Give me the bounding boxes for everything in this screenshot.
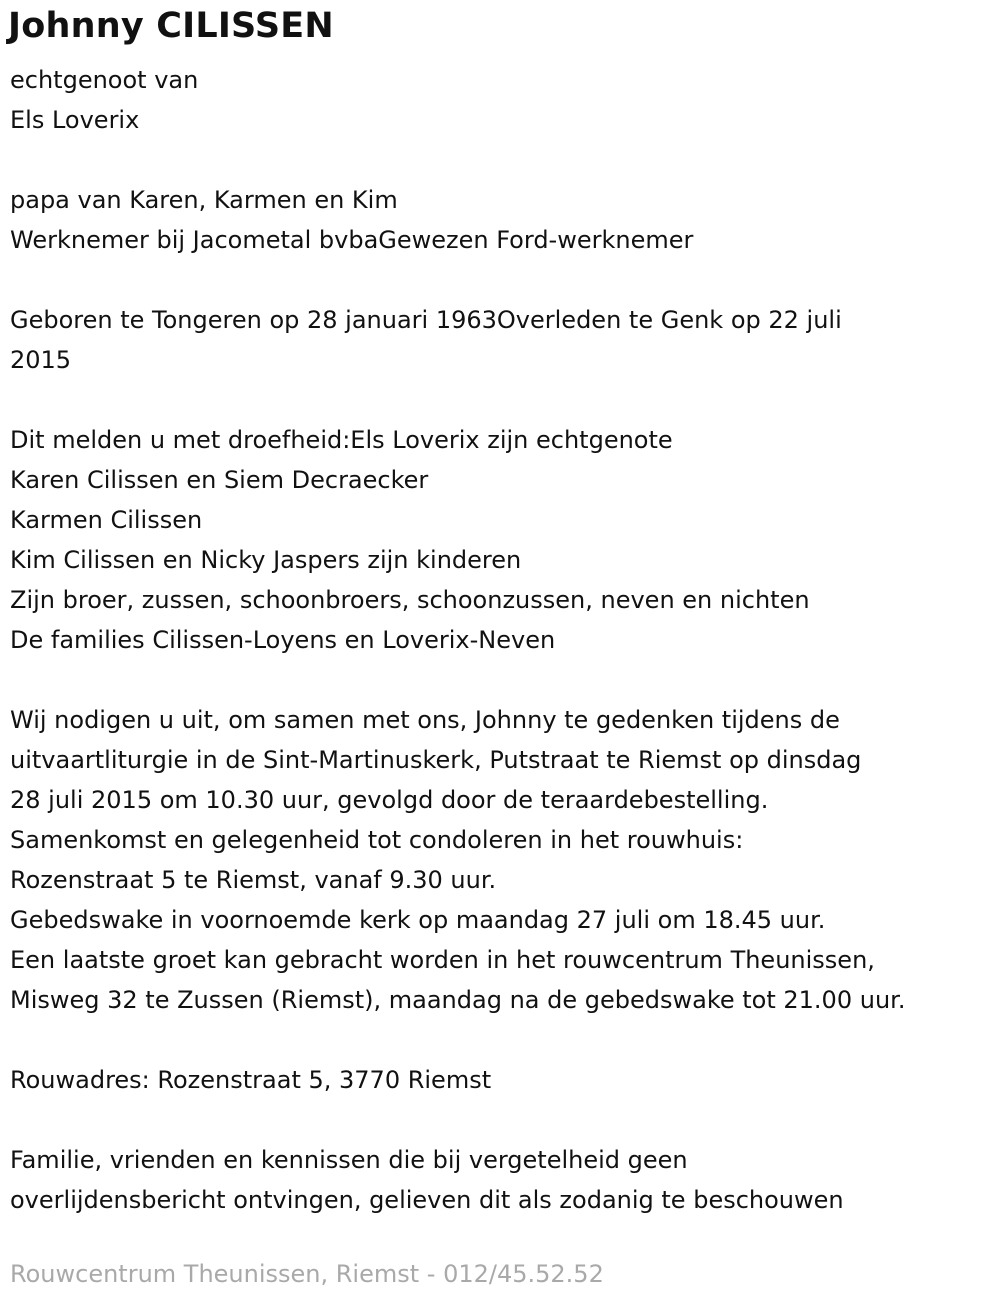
mourning-address: Rouwadres: Rozenstraat 5, 3770 Riemst xyxy=(10,1066,492,1094)
ceremony-line: uitvaartliturgie in de Sint-Martinuskerk, Putstraat te Riemst op dinsdag xyxy=(10,746,862,774)
work-line: Werknemer bij Jacometal bvbaGewezen Ford-werknemer xyxy=(10,226,694,254)
children-line: papa van Karen, Karmen en Kim xyxy=(10,186,398,214)
born-died-line: Geboren te Tongeren op 28 januari 1963Overleden te Genk op 22 juli xyxy=(10,306,842,334)
ceremony-line: Gebedswake in voornoemde kerk op maandag 27 juli om 18.45 uur. xyxy=(10,906,826,934)
mourner-line: Kim Cilissen en Nicky Jaspers zijn kinderen xyxy=(10,546,522,574)
spouse-label: echtgenoot van xyxy=(10,66,199,94)
obituary-notice xyxy=(10,0,995,1220)
ceremony-line: Misweg 32 te Zussen (Riemst), maandag na de gebedswake tot 21.00 uur. xyxy=(10,986,906,1014)
spouse-name: Els Loverix xyxy=(10,106,140,134)
closing-line: Familie, vrienden en kennissen die bij vergetelheid geen xyxy=(10,1146,688,1174)
deceased-name: Johnny CILISSEN xyxy=(8,6,334,46)
ceremony-details xyxy=(10,700,995,1020)
mourners-list xyxy=(10,420,995,660)
mourner-line: Dit melden u met droefheid:Els Loverix zijn echtgenote xyxy=(10,426,673,454)
born-died-line-continued: 2015 xyxy=(10,346,72,374)
ceremony-line: Wij nodigen u uit, om samen met ons, Johnny te gedenken tijdens de xyxy=(10,706,840,734)
mourner-line: Karmen Cilissen xyxy=(10,506,203,534)
paragraph-spacer xyxy=(10,1100,995,1140)
ceremony-line: 28 juli 2015 om 10.30 uur, gevolgd door de teraardebestelling. xyxy=(10,786,769,814)
paragraph-spacer xyxy=(10,140,995,180)
ceremony-line: Rozenstraat 5 te Riemst, vanaf 9.30 uur. xyxy=(10,866,497,894)
mourner-line: Karen Cilissen en Siem Decraecker xyxy=(10,466,429,494)
paragraph-spacer xyxy=(10,1020,995,1060)
ceremony-line: Samenkomst en gelegenheid tot condoleren in het rouwhuis: xyxy=(10,826,744,854)
paragraph-spacer xyxy=(10,380,995,420)
closing-line: overlijdensbericht ontvingen, gelieven dit als zodanig te beschouwen xyxy=(10,1186,844,1214)
closing-note xyxy=(10,1140,995,1220)
paragraph-spacer xyxy=(10,260,995,300)
ceremony-line: Een laatste groet kan gebracht worden in het rouwcentrum Theunissen, xyxy=(10,946,875,974)
paragraph-spacer xyxy=(10,660,995,700)
mourner-line: Zijn broer, zussen, schoonbroers, schoonzussen, neven en nichten xyxy=(10,586,810,614)
mourner-line: De families Cilissen-Loyens en Loverix-Neven xyxy=(10,626,556,654)
funeral-home-footer: Rouwcentrum Theunissen, Riemst - 012/45.52.52 xyxy=(10,1260,604,1288)
